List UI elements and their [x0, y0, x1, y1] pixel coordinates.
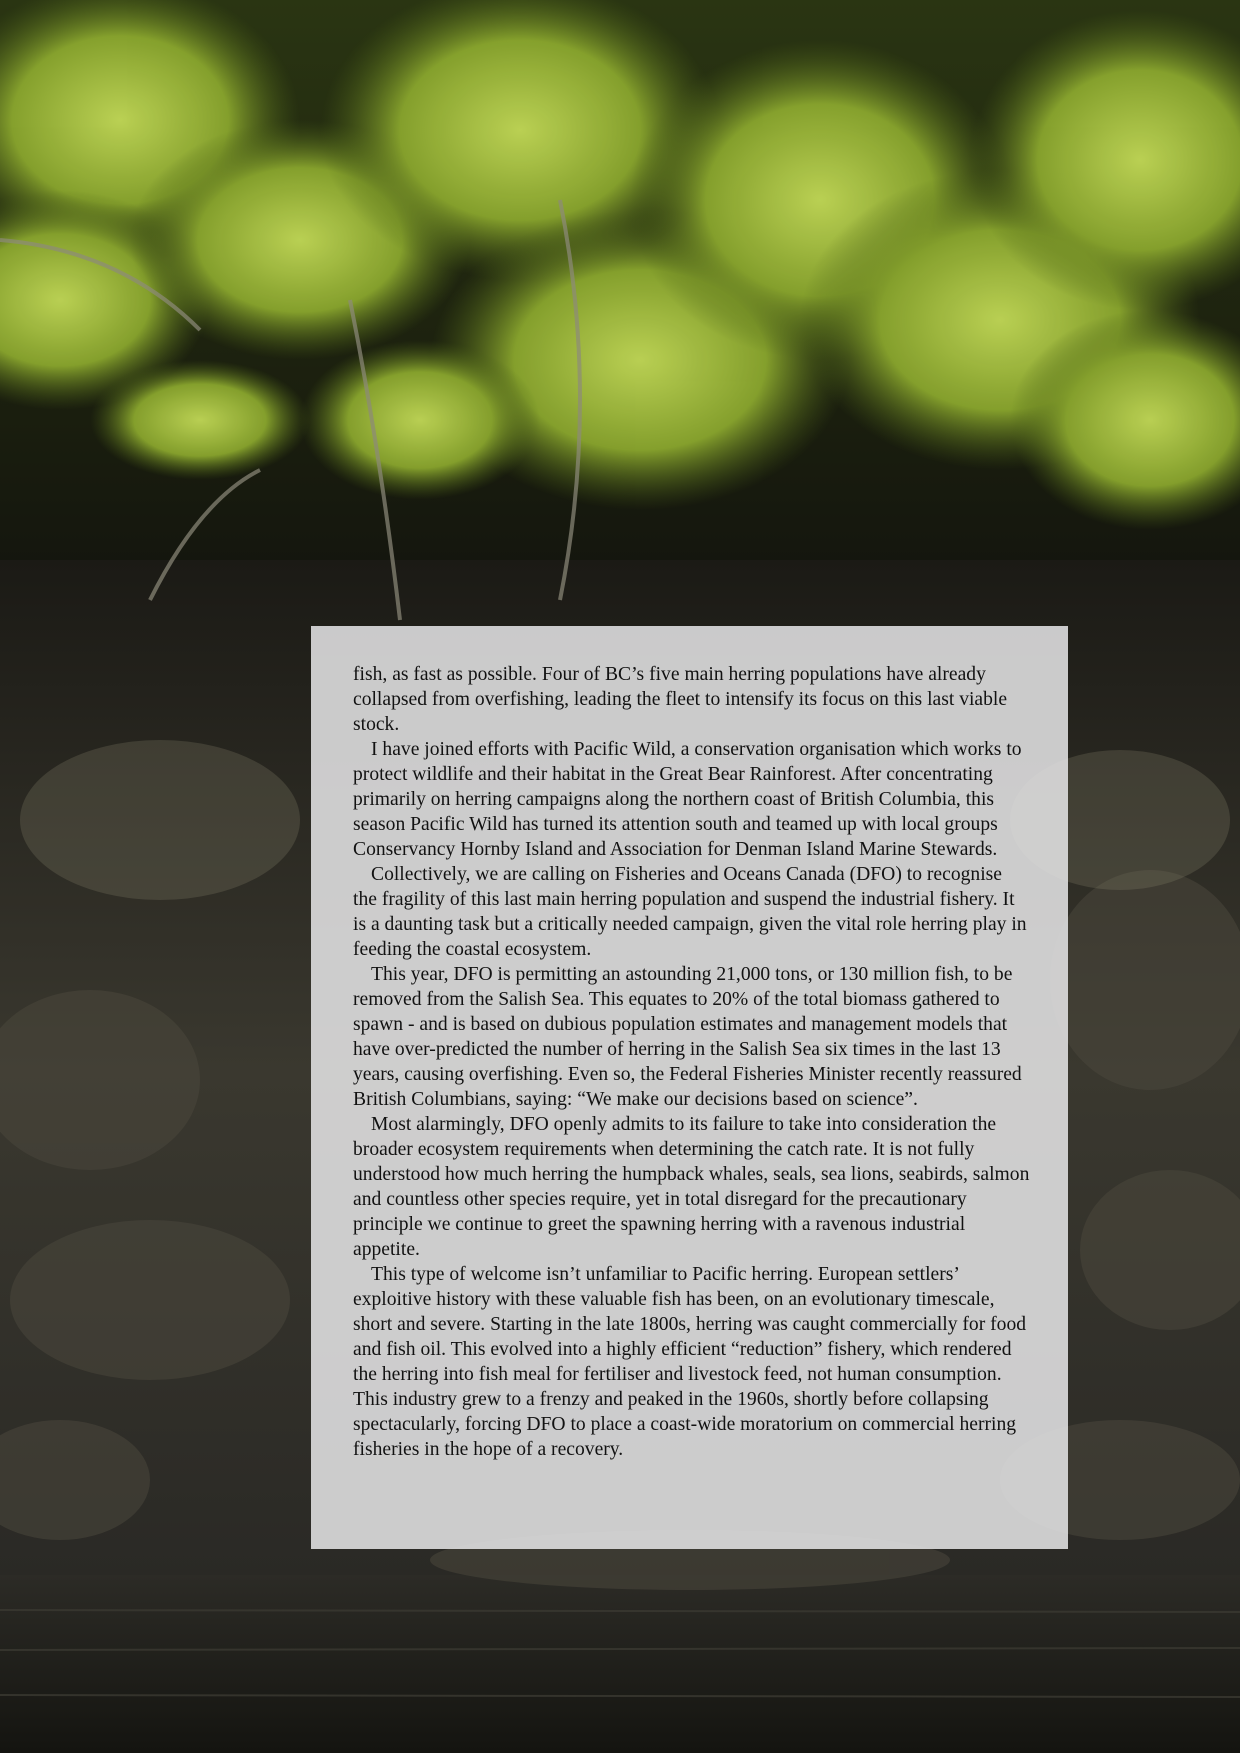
article-paragraph-6: This type of welcome isn’t unfamiliar to Pacific herring. European settlers’ exploitive history with these valuable fish has been, on an evolutionary timescale, short and severe. Starting in the late 1800s, herring was caught commercially for food and fish oil. This evolved into a highly efficient “reduction” fishery, which rendered the herring into fish meal for fertiliser and livestock feed, not human consumption. This industry grew to a frenzy and peaked in the 1960s, shortly before collapsing spectacularly, forcing DFO to place a coast-wide moratorium on commercial herring fisheries in the hope of a recovery. [353, 1264, 1027, 1460]
article-paragraph-5: Most alarmingly, DFO openly admits to its failure to take into consideration the broader ecosystem requirements when determining the catch rate. It is not fully understood how much herring the humpback whales, seals, sea lions, seabirds, salmon and countless other species require, yet in total disregard for the precautionary principle we continue to greet the spawning herring with a ravenous industrial appetite. [353, 1114, 1030, 1260]
article-paragraph-2: I have joined efforts with Pacific Wild, a conservation organisation which works to protect wildlife and their habitat in the Great Bear Rainforest. After concentrating primarily on herring campaigns along the northern coast of British Columbia, this season Pacific Wild has turned its attention south and teamed up with local groups Conservancy Hornby Island and Association for Denman Island Marine Stewards. [353, 739, 1022, 860]
article-paragraph-4: This year, DFO is permitting an astounding 21,000 tons, or 130 million fish, to be removed from the Salish Sea. This equates to 20% of the total biomass gathered to spawn - and is based on dubious population estimates and management models that have over-predicted the number of herring in the Salish Sea six times in the last 13 years, causing overfishing. Even so, the Federal Fisheries Minister recently reassured British Columbians, saying: “We make our decisions based on science”. [353, 964, 1022, 1110]
article-paragraph-1: fish, as fast as possible. Four of BC’s five main herring populations have already collapsed from overfishing, leading the fleet to intensify its focus on this last viable stock. [353, 664, 1008, 735]
article-text-panel [311, 626, 1068, 1549]
article-paragraph-3: Collectively, we are calling on Fisheries and Oceans Canada (DFO) to recognise the fragility of this last main herring population and suspend the industrial fishery. It is a daunting task but a critically needed campaign, given the vital role herring play in feeding the coastal ecosystem. [353, 864, 1027, 960]
